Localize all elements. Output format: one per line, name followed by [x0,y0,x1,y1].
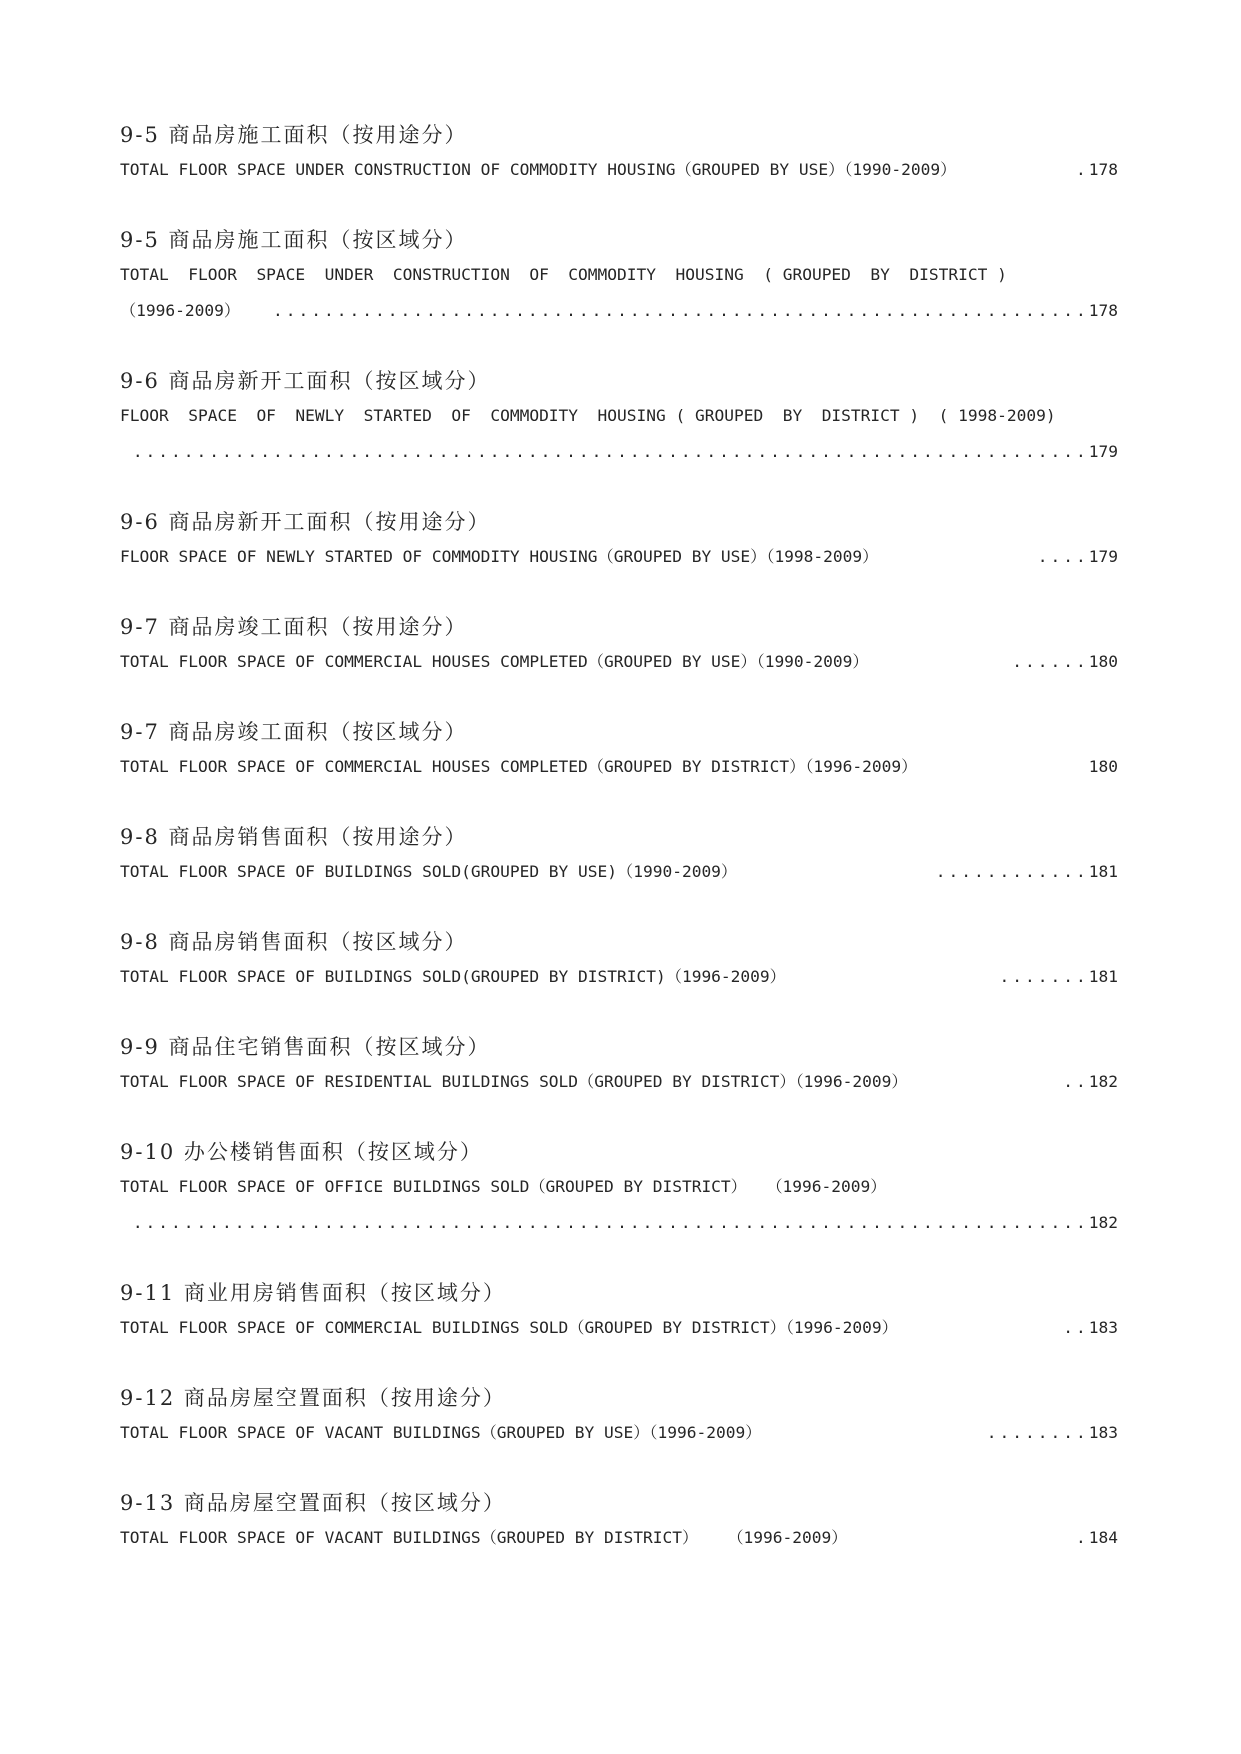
toc-entry [120,925,1118,995]
toc-entry [120,1486,1118,1556]
toc-entry-title-zh: 9-11 商业用房销售面积（按区域分） [120,1281,506,1305]
toc-entry-title-en: FLOOR SPACE OF NEWLY STARTED OF COMMODITY HOUSING（GROUPED BY USE）（1998-2009） [120,547,879,566]
toc-entry-title-zh: 9-9 商品住宅销售面积（按区域分） [120,1035,491,1059]
toc-entry-title-zh: 9-10 办公楼销售面积（按区域分） [120,1140,483,1164]
toc-page-number: 180 [1088,652,1118,671]
toc-entry-title-zh: 9-6 商品房新开工面积（按区域分） [120,369,491,393]
toc-page-number: 184 [1088,1528,1118,1547]
toc-entry-title-en: TOTAL FLOOR SPACE OF COMMERCIAL HOUSES COMPLETED（GROUPED BY USE）（1990-2009） [120,652,869,671]
toc-entry [120,715,1118,785]
toc-leader-dots: .. [1063,1318,1089,1337]
toc-entry [120,505,1118,575]
toc-leader-dots: ...... [1012,652,1089,671]
toc-entry-title-en: TOTAL FLOOR SPACE OF COMMERCIAL HOUSES COMPLETED（GROUPED BY DISTRICT）（1996-2009） [120,757,918,776]
toc-entry-line[interactable] [120,1169,1118,1205]
toc-entry [120,364,1118,470]
toc-page-number: 183 [1088,1423,1118,1442]
toc-page-number: 182 [1088,1072,1118,1091]
toc-entry-line[interactable] [120,152,1118,188]
toc-entry-title-en: TOTAL FLOOR SPACE OF BUILDINGS SOLD(GROUPED BY USE)（1990-2009） [120,862,738,881]
toc-entry-title-en: TOTAL FLOOR SPACE OF BUILDINGS SOLD(GROUPED BY DISTRICT)（1996-2009） [120,967,786,986]
table-of-contents [120,118,1118,1591]
toc-entry-title-en: TOTAL FLOOR SPACE OF VACANT BUILDINGS（GROUPED BY DISTRICT） （1996-2009） [120,1528,848,1547]
toc-page-number: 180 [1088,757,1118,776]
toc-leader-dots: ................................................................ [273,301,1089,320]
toc-entry [120,610,1118,680]
toc-page-number: 178 [1088,301,1118,320]
toc-entry-line[interactable] [120,644,1118,680]
toc-entry [120,1381,1118,1451]
toc-entry-line[interactable] [120,854,1118,890]
toc-leader-dots: .. [1063,1072,1089,1091]
toc-page-number: 179 [1088,442,1118,461]
toc-entry [120,1030,1118,1100]
toc-entry-title-en: TOTAL FLOOR SPACE OF VACANT BUILDINGS（GROUPED BY USE）（1996-2009） [120,1423,762,1442]
toc-page-number: 182 [1088,1213,1118,1232]
toc-entry-title-zh: 9-7 商品房竣工面积（按用途分） [120,615,468,639]
toc-entry-title-zh: 9-13 商品房屋空置面积（按区域分） [120,1491,506,1515]
toc-entry-line[interactable] [120,257,1118,293]
toc-entry-line[interactable] [120,1415,1118,1451]
toc-entry-line[interactable] [120,749,1118,785]
toc-entry-line[interactable] [120,398,1118,434]
toc-page-number: 183 [1088,1318,1118,1337]
toc-entry-title-zh: 9-12 商品房屋空置面积（按用途分） [120,1386,506,1410]
toc-entry-title-en: FLOOR SPACE OF NEWLY STARTED OF COMMODITY HOUSING ( GROUPED BY DISTRICT ) ( 1998-2009) [120,406,1056,425]
toc-entry-line[interactable] [120,959,1118,995]
toc-page-number: 181 [1088,862,1118,881]
toc-entry-line[interactable] [120,1310,1118,1346]
toc-entry [120,223,1118,329]
toc-entry-line[interactable] [120,293,1118,329]
toc-entry-title-zh: 9-5 商品房施工面积（按用途分） [120,123,468,147]
toc-entry-line[interactable] [120,1520,1118,1556]
toc-entry-title-en: TOTAL FLOOR SPACE OF COMMERCIAL BUILDINGS SOLD（GROUPED BY DISTRICT）（1996-2009） [120,1318,898,1337]
toc-leader-dots: . [1076,1528,1089,1547]
toc-page-number: 178 [1088,160,1118,179]
toc-entry-title-en: （1996-2009） [120,301,241,320]
toc-entry-title-en: TOTAL FLOOR SPACE UNDER CONSTRUCTION OF COMMODITY HOUSING（GROUPED BY USE）（1990-2009） [120,160,957,179]
toc-entry-line[interactable] [120,1205,1118,1241]
toc-leader-dots: ....... [999,967,1089,986]
toc-entry-title-zh: 9-7 商品房竣工面积（按区域分） [120,720,468,744]
toc-entry-title-en: TOTAL FLOOR SPACE OF OFFICE BUILDINGS SOLD（GROUPED BY DISTRICT） （1996-2009） [120,1177,887,1196]
toc-entry [120,820,1118,890]
toc-leader-dots: .... [1037,547,1089,566]
toc-leader-dots: ............ [935,862,1089,881]
toc-entry [120,1135,1118,1241]
toc-entry-title-zh: 9-8 商品房销售面积（按区域分） [120,930,468,954]
toc-entry-title-zh: 9-8 商品房销售面积（按用途分） [120,825,468,849]
toc-entry-line[interactable] [120,434,1118,470]
toc-entry-line[interactable] [120,1064,1118,1100]
toc-leader-dots [917,749,1088,785]
toc-leader-dots: . [1076,160,1089,179]
toc-entry-line[interactable] [120,539,1118,575]
toc-leader-dots: ........................................................................... [132,1213,1089,1232]
toc-entry-title-en: TOTAL FLOOR SPACE UNDER CONSTRUCTION OF COMMODITY HOUSING ( GROUPED BY DISTRICT ) [120,265,1007,284]
toc-entry-title-en: TOTAL FLOOR SPACE OF RESIDENTIAL BUILDINGS SOLD（GROUPED BY DISTRICT）（1996-2009） [120,1072,908,1091]
toc-leader-dots: ........................................................................... [132,442,1089,461]
toc-entry-title-zh: 9-5 商品房施工面积（按区域分） [120,228,468,252]
toc-entry [120,1276,1118,1346]
toc-entry [120,118,1118,188]
toc-page-number: 179 [1088,547,1118,566]
toc-page-number: 181 [1088,967,1118,986]
toc-entry-title-zh: 9-6 商品房新开工面积（按用途分） [120,510,491,534]
toc-leader-dots: ........ [986,1423,1089,1442]
